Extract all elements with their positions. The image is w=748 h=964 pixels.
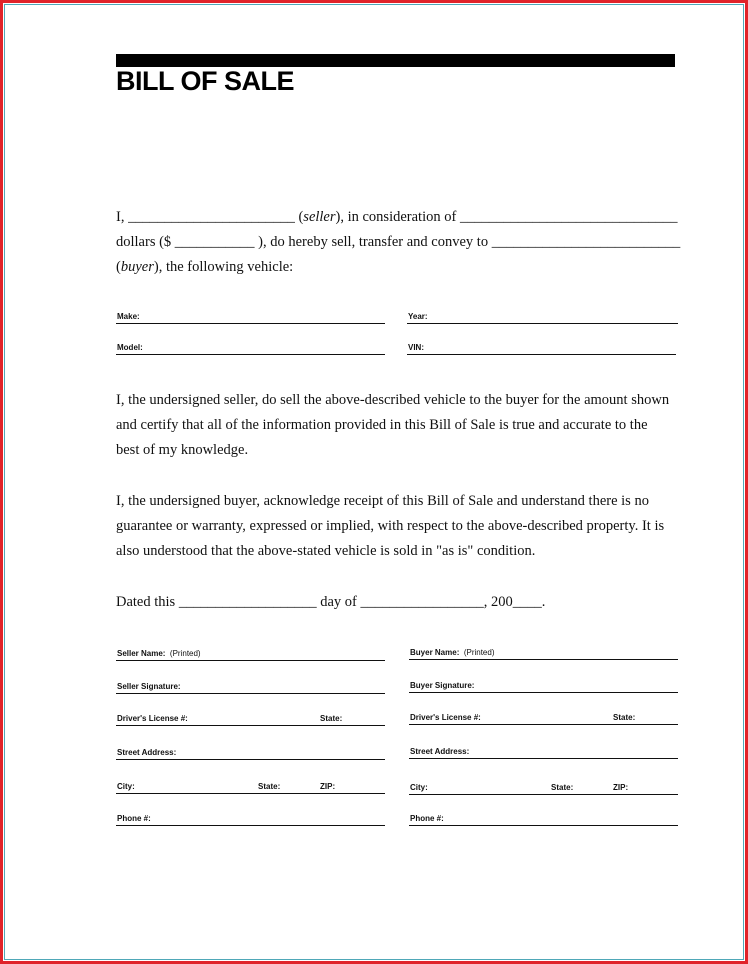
buyer-signature-label: Buyer Signature: xyxy=(410,681,475,690)
dated-line: Dated this ___________________ day of _________________, 200____. xyxy=(116,594,546,610)
seller-statement: I, the undersigned seller, do sell the above-described vehicle to the buyer for the amount shown and certify that all of the information provided in this Bill of Sale is true and accurate to the best of my knowledge. xyxy=(116,392,670,458)
seller-license-state-label: State: xyxy=(320,714,343,723)
buyer-city-state-label: State: xyxy=(551,783,574,792)
seller-term: seller xyxy=(303,209,336,225)
buyer-license-state-label: State: xyxy=(613,713,636,722)
buyer-address-field[interactable] xyxy=(409,743,678,759)
buyer-name-field[interactable] xyxy=(409,644,678,660)
buyer-phone-label: Phone #: xyxy=(410,814,444,823)
seller-name-field[interactable] xyxy=(116,645,385,661)
seller-zip-label: ZIP: xyxy=(320,782,336,791)
seller-license-field[interactable] xyxy=(116,710,385,726)
seller-signature-field[interactable] xyxy=(116,678,385,694)
seller-address-field[interactable] xyxy=(116,744,385,760)
intro-line-3: (buyer), the following vehicle: xyxy=(116,259,294,275)
model-field[interactable] xyxy=(116,339,385,355)
year-label: Year: xyxy=(408,312,428,321)
buyer-city-field[interactable] xyxy=(409,779,678,795)
intro-paragraph xyxy=(116,205,680,280)
seller-phone-field[interactable] xyxy=(116,810,385,826)
seller-city-label: City: xyxy=(117,782,135,791)
buyer-zip-label: ZIP: xyxy=(613,783,629,792)
seller-license-label: Driver's License #: xyxy=(117,714,188,723)
buyer-license-field[interactable] xyxy=(409,709,678,725)
year-field[interactable] xyxy=(407,308,678,324)
seller-name-label: Seller Name: (Printed) xyxy=(117,649,201,658)
make-label: Make: xyxy=(117,312,140,321)
buyer-city-label: City: xyxy=(410,783,428,792)
buyer-address-label: Street Address: xyxy=(410,747,470,756)
intro-line-1: I, _______________________ (seller), in consideration of ______________________________ xyxy=(116,209,678,225)
buyer-statement: I, the undersigned buyer, acknowledge receipt of this Bill of Sale and understand there is no guarantee or warranty, expressed or implied, with respect to the above-described property. It is also understood that the above-stated vehicle is sold in "as is" condition. xyxy=(116,493,665,559)
buyer-phone-field[interactable] xyxy=(409,810,678,826)
seller-signature-label: Seller Signature: xyxy=(117,682,181,691)
vin-label: VIN: xyxy=(408,343,424,352)
seller-city-field[interactable] xyxy=(116,778,385,794)
intro-line-2: dollars ($ ___________ ), do hereby sell, transfer and convey to __________________________ xyxy=(116,234,681,250)
make-field[interactable] xyxy=(116,308,385,324)
vin-field[interactable] xyxy=(407,339,676,355)
buyer-signature-field[interactable] xyxy=(409,677,678,693)
model-label: Model: xyxy=(117,343,143,352)
seller-city-state-label: State: xyxy=(258,782,281,791)
document-title: BILL OF SALE xyxy=(116,66,295,96)
seller-address-label: Street Address: xyxy=(117,748,177,757)
buyer-license-label: Driver's License #: xyxy=(410,713,481,722)
buyer-name-label: Buyer Name: (Printed) xyxy=(410,648,495,657)
buyer-term: buyer xyxy=(120,259,154,275)
seller-phone-label: Phone #: xyxy=(117,814,151,823)
